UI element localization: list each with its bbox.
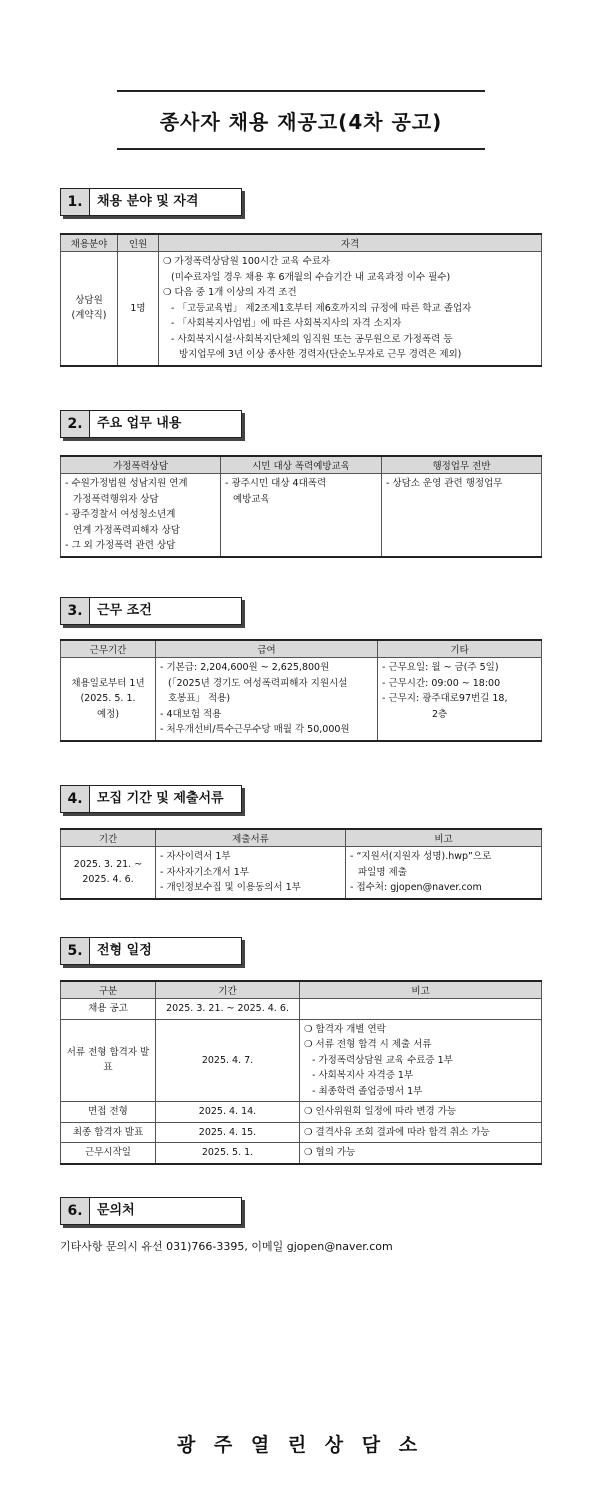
counseling-cell (61, 474, 221, 557)
header-note: 비고 (300, 981, 542, 999)
section-title: 전형 일정 (97, 943, 152, 958)
etc-line: - 근무시간: 09:00 ~ 18:00 (382, 677, 501, 689)
duty-line: - 광주시민 대상 4대폭력 (225, 478, 327, 489)
header-etc: 기타 (378, 640, 542, 658)
qualification-table (60, 233, 542, 367)
schedule-name: 최종 합격자 발표 (61, 1122, 156, 1143)
schedule-period: 2025. 5. 1. (156, 1143, 300, 1164)
section-title: 근무 조건 (97, 603, 152, 618)
section-4-header (60, 785, 242, 813)
duty-line: - 수원가정법원 성남지원 연계 (65, 478, 188, 489)
table-row (61, 999, 542, 1020)
salary-line: - 기본급: 2,204,600원 ~ 2,625,800원 (160, 662, 330, 673)
admin-cell (382, 474, 542, 557)
period-line: (2025. 5. 1. (80, 693, 136, 704)
period-line: 2025. 3. 21. ~ (73, 858, 143, 870)
section-2-header (60, 410, 242, 438)
etc-line: 2층 (432, 708, 448, 720)
organization-name: 광 주 열 린 상 담 소 (176, 1434, 424, 1456)
table-row (61, 1122, 542, 1143)
header-docs: 제출서류 (156, 829, 346, 847)
section-6-header (60, 1197, 242, 1225)
doc-line: - 자사이력서 1부 (160, 851, 231, 862)
section-title: 문의처 (97, 1203, 135, 1218)
duty-line: - 상담소 운영 관련 행정업무 (386, 478, 503, 489)
header-category: 구분 (61, 981, 156, 999)
section-number: 6. (61, 1198, 90, 1224)
header-period: 기간 (61, 829, 156, 847)
schedule-name: 서류 전형 합격자 발표 (61, 1019, 156, 1102)
section-number: 4. (61, 786, 90, 812)
qual-line: - 「사회복지사업법」에 따른 사회복지사의 자격 소지자 (171, 318, 402, 329)
table-row (61, 1019, 542, 1102)
header-salary: 급여 (156, 640, 378, 658)
salary-line: 호봉표」 적용) (168, 693, 231, 704)
section-number: 3. (61, 598, 90, 624)
field-cell (61, 252, 118, 366)
note-line: - “지원서(지원자 성명).hwp”으로 (350, 851, 492, 862)
qual-line: ❍ 다음 중 1개 이상의 자격 조건 (163, 287, 297, 298)
documents-table (60, 828, 542, 900)
field-line: (계약직) (71, 310, 107, 322)
period-cell (61, 847, 156, 899)
period-line: 2025. 4. 6. (82, 874, 134, 886)
salary-cell (156, 658, 378, 741)
period-line: 채용일로부터 1년 (71, 677, 145, 689)
header-period: 기간 (156, 981, 300, 999)
duty-line: 가정폭력행위자 상담 (73, 493, 159, 505)
doc-line: - 개인정보수집 및 이용동의서 1부 (160, 882, 301, 893)
note-line: - 사회복지사 자격증 1부 (312, 1070, 414, 1081)
salary-line: - 처우개선비/특수근무수당 매월 각 50,000원 (160, 724, 350, 735)
salary-line: - 4대보험 적용 (160, 708, 222, 720)
section-3-header (60, 597, 242, 625)
table-row (61, 1143, 542, 1164)
education-cell (221, 474, 382, 557)
schedule-table (60, 980, 542, 1165)
qual-line: 방지업무에 3년 이상 종사한 경력자(단순노무자로 근무 경력은 제외) (179, 349, 462, 360)
section-5-header (60, 937, 242, 965)
salary-line: (「2025년 경기도 여성폭력피해자 지원시설 (168, 677, 348, 689)
note-line: - 접수처: gjopen@naver.com (350, 882, 482, 893)
schedule-note: ❍ 협의 가능 (300, 1143, 542, 1164)
duty-line: - 광주경찰서 여성청소년계 (65, 509, 176, 520)
header-field: 채용분야 (61, 234, 118, 252)
etc-line: - 근무지: 광주대로97번길 18, (382, 693, 508, 704)
schedule-period: 2025. 4. 15. (156, 1122, 300, 1143)
note-line: ❍ 합격자 개별 연락 (304, 1023, 386, 1035)
header-qualification: 자격 (159, 234, 542, 252)
schedule-name: 면접 전형 (61, 1102, 156, 1123)
section-number: 5. (61, 938, 90, 964)
duty-line: - 그 외 가정폭력 관련 상담 (65, 540, 176, 551)
note-line: 파일명 제출 (358, 866, 407, 878)
section-title: 모집 기간 및 제출서류 (97, 791, 224, 806)
header-note: 비고 (346, 829, 542, 847)
duty-line: 예방교육 (233, 493, 270, 505)
field-line: 상담원 (75, 294, 103, 306)
header-period: 근무기간 (61, 640, 156, 658)
qualification-cell (159, 252, 542, 366)
contact-info: 기타사항 문의시 유선 031)766-3395, 이메일 gjopen@naver.com (60, 1240, 393, 1253)
period-cell (61, 658, 156, 741)
etc-line: - 근무요일: 월 ~ 금(주 5일) (382, 662, 499, 673)
section-number: 2. (61, 411, 90, 437)
schedule-name: 채용 공고 (61, 999, 156, 1020)
qual-line: (미수료자일 경우 채용 후 6개월의 수습기간 내 교육과정 이수 필수) (171, 271, 451, 283)
qual-line: - 「고등교육법」 제2조제1호부터 제6호까지의 규정에 따른 학교 졸업자 (171, 302, 472, 314)
section-number: 1. (61, 189, 90, 215)
header-counseling: 가정폭력상담 (61, 456, 221, 474)
section-1-header (60, 188, 242, 216)
schedule-note: ❍ 결격사유 조회 결과에 따라 합격 취소 가능 (300, 1122, 542, 1143)
header-count: 인원 (118, 234, 159, 252)
count-cell: 1명 (118, 252, 159, 366)
conditions-table (60, 639, 542, 742)
header-admin: 행정업무 전반 (382, 456, 542, 474)
schedule-name: 근무시작일 (61, 1143, 156, 1164)
schedule-note (300, 999, 542, 1020)
schedule-period: 2025. 4. 7. (156, 1019, 300, 1102)
note-line: - 가정폭력상담원 교육 수료증 1부 (312, 1054, 453, 1066)
note-cell (346, 847, 542, 899)
section-title: 채용 분야 및 자격 (97, 194, 199, 209)
title-box (117, 90, 485, 150)
doc-line: - 자사자기소개서 1부 (160, 866, 249, 878)
schedule-period: 2025. 4. 14. (156, 1102, 300, 1123)
qual-line: - 사회복지시설·사회복지단체의 임직원 또는 공무원으로 가정폭력 등 (171, 333, 453, 345)
page-title: 종사자 채용 재공고(4차 공고) (159, 110, 443, 134)
note-line: ❍ 서류 전형 합격 시 제출 서류 (304, 1039, 432, 1050)
note-line: - 최종학력 졸업증명서 1부 (312, 1085, 423, 1097)
duties-table (60, 455, 542, 558)
period-line: 예정) (96, 708, 120, 720)
schedule-period: 2025. 3. 21. ~ 2025. 4. 6. (156, 999, 300, 1020)
etc-cell (378, 658, 542, 741)
qual-line: ❍ 가정폭력상담원 100시간 교육 수료자 (163, 256, 331, 267)
table-row (61, 1102, 542, 1123)
header-education: 시민 대상 폭력예방교육 (221, 456, 382, 474)
schedule-note (300, 1019, 542, 1102)
docs-cell (156, 847, 346, 899)
section-title: 주요 업무 내용 (97, 416, 182, 431)
schedule-note: ❍ 인사위원회 일정에 따라 변경 가능 (300, 1102, 542, 1123)
duty-line: 연계 가정폭력피해자 상담 (73, 524, 180, 536)
